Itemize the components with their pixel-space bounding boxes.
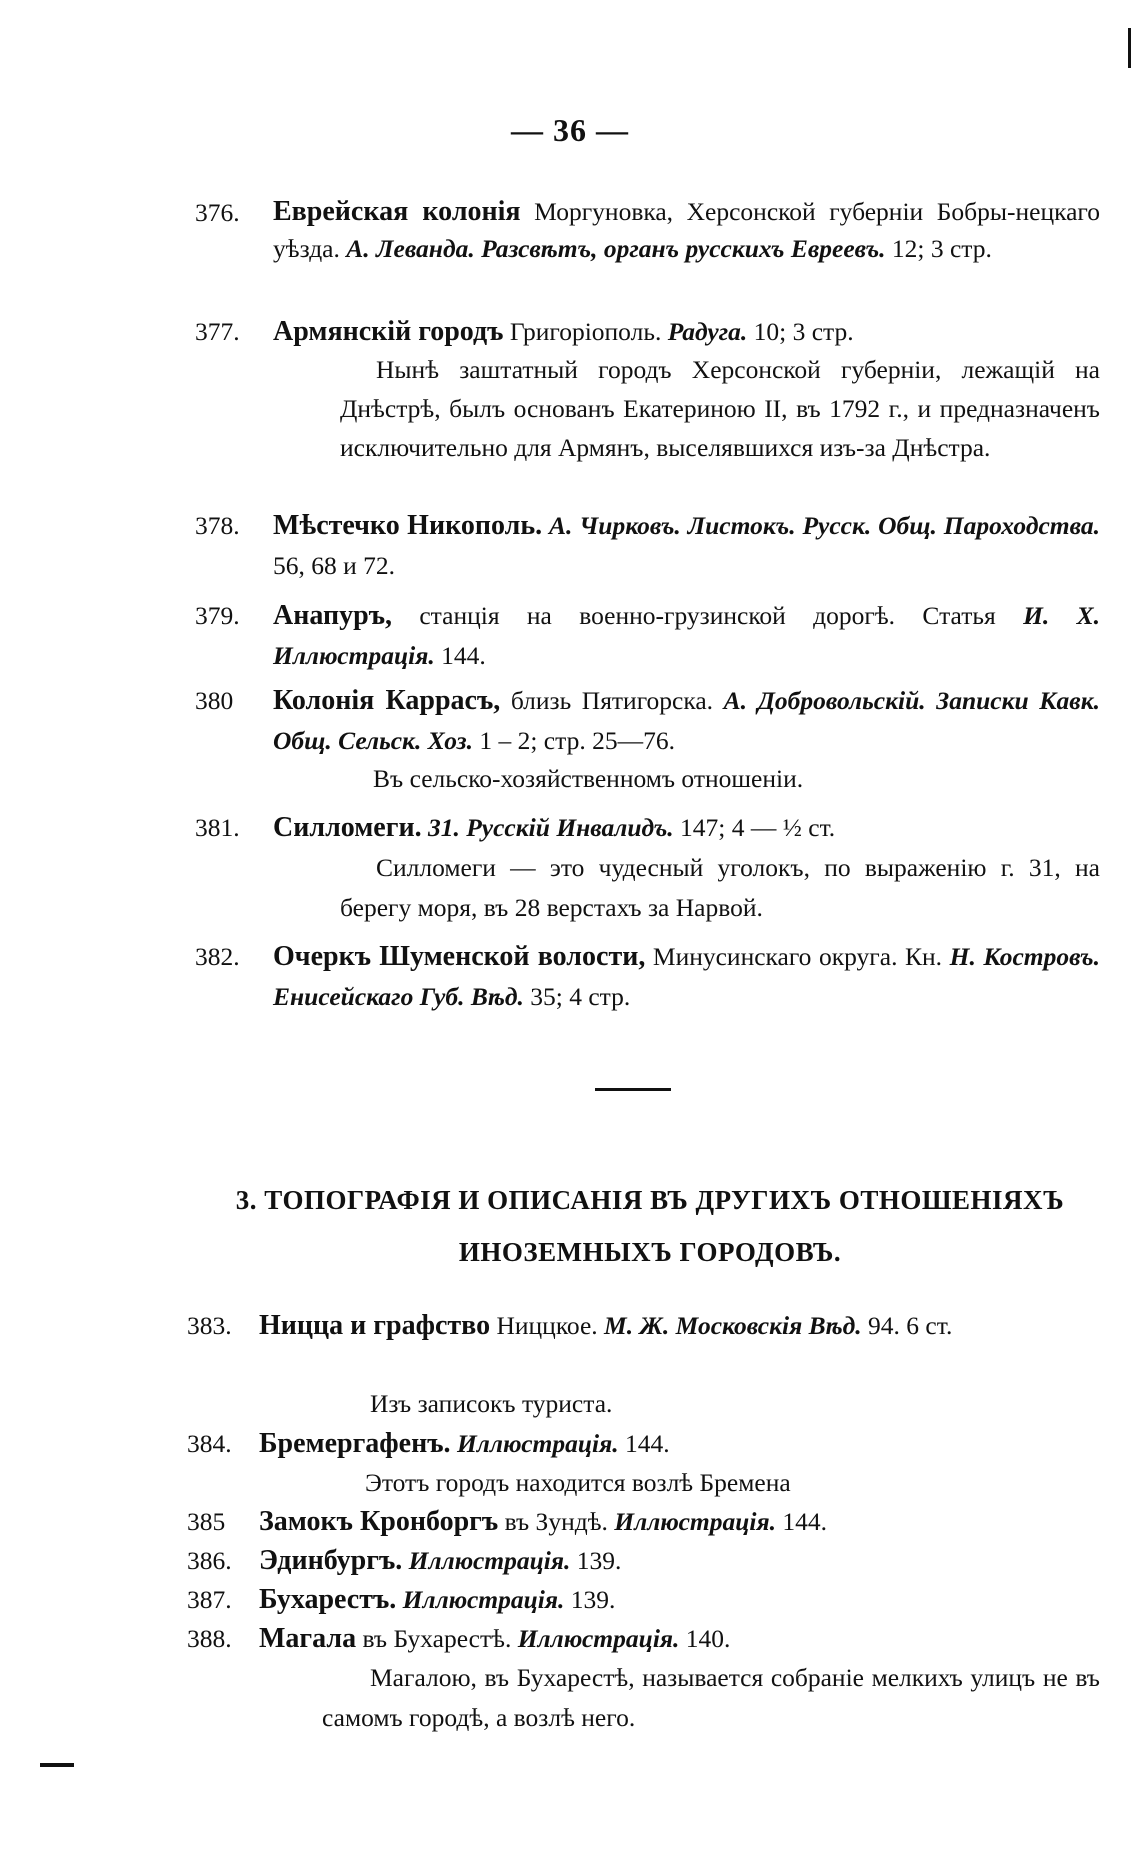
entry-text: Минусинскаго округа. Кн. [645, 942, 950, 971]
entry-number: 379. [195, 601, 240, 630]
entry-author: Н. Костровъ. [949, 942, 1100, 971]
entry-title: Магала [259, 1623, 357, 1654]
entry-reference: 94. 6 ст. [861, 1311, 953, 1340]
entry-text: станція на военно-грузинской дорогѣ. Статья [392, 601, 1024, 630]
entry-title: Бремергафенъ. [259, 1428, 451, 1459]
scan-margin-dash [40, 1763, 74, 1767]
entry-author: А. Леванда. [346, 234, 475, 263]
entry-publication: Иллюстрація. [517, 1624, 680, 1653]
entry-reference: 1 – 2; стр. 25—76. [472, 726, 675, 755]
entry-publication: Московскія Вѣд. [669, 1311, 862, 1340]
entry-number: 377. [195, 317, 240, 346]
entry-380-note: Въ сельско-хозяйственномъ отношеніи. [373, 764, 804, 793]
entry-reference: 139. [564, 1585, 616, 1614]
entry-number: 383. [187, 1311, 232, 1340]
entry-publication: Листокъ. Русск. Общ. Пароходства. [680, 511, 1100, 540]
entry-publication: Русскій Инвалидъ. [459, 813, 674, 842]
entry-title: Замокъ Кронборгъ [259, 1506, 499, 1537]
entry-publication: Иллюстрація. [402, 1546, 571, 1575]
entry-reference: 144. [618, 1429, 670, 1458]
entry-text: Григоріополь. [503, 317, 668, 346]
entry-publication: Иллюстрація. [273, 641, 435, 670]
entry-number: 388. [187, 1624, 232, 1653]
entry-377 [195, 312, 1100, 352]
entry-number: 376. [195, 198, 240, 227]
entry-number: 382. [195, 942, 240, 971]
entry-publication: Енисейскаго Губ. Вѣд. [273, 982, 524, 1011]
entry-text: Ниццкое. [490, 1311, 605, 1340]
entry-381-note: Силломеги — это чудесный уголокъ, по выраженію г. 31, на берегу моря, въ 28 верстахъ за Нарвой. [340, 853, 1100, 922]
entry-reference: 56, 68 и 72. [273, 551, 396, 580]
entry-387 [187, 1580, 1102, 1620]
entry-380 [195, 681, 1100, 761]
entry-title: Мѣстечко Никополь. [273, 510, 543, 541]
entry-text: близь Пятигорска. [500, 686, 724, 715]
entry-383 [187, 1306, 1102, 1346]
entry-386 [187, 1541, 1102, 1581]
entry-376 [195, 193, 1100, 267]
entry-publication: Иллюстрація. [396, 1585, 565, 1614]
entry-reference: 147; 4 — ½ ст. [673, 813, 836, 842]
entry-378 [195, 506, 1100, 586]
entry-reference: 144. [776, 1507, 828, 1536]
section-heading-line1: 3. ТОПОГРАФІЯ И ОПИСАНІЯ ВЪ ДРУГИХЪ ОТНОШЕНІЯХЪ [235, 1185, 1065, 1215]
entry-publication: Радуга. [667, 317, 748, 346]
entry-author: М. Ж. [604, 1311, 670, 1340]
entry-title: Силломеги. [273, 812, 422, 843]
entry-384 [187, 1424, 1102, 1464]
entry-reference: 140. [679, 1624, 731, 1653]
entry-publication: Иллюстрація. [450, 1429, 619, 1458]
entry-text: въ Зундѣ. [498, 1507, 615, 1536]
section-heading [200, 1174, 1100, 1278]
entry-383-note: Изъ записокъ туриста. [370, 1389, 613, 1418]
entry-author: 31. [421, 813, 460, 842]
entry-reference: 139. [570, 1546, 622, 1575]
entry-text: въ Бухарестѣ. [356, 1624, 518, 1653]
entry-title: Эдинбургъ. [259, 1545, 403, 1576]
entry-388-note: Магалою, въ Бухарестѣ, называется собраніе мелкихъ улицъ не въ самомъ городѣ, а возлѣ него. [322, 1663, 1100, 1732]
entry-title: Еврейская колонія [273, 196, 521, 227]
entry-author: А. Добровольскій. [723, 686, 926, 715]
entry-title: Анапуръ, [273, 600, 393, 631]
entry-number: 384. [187, 1429, 232, 1458]
entry-publication: Записки Кавк. Общ. Сельск. Хоз. [273, 686, 1100, 755]
entry-number: 380 [195, 686, 234, 715]
entry-382 [195, 937, 1100, 1017]
entry-number: 385 [187, 1507, 226, 1536]
entry-number: 386. [187, 1546, 232, 1575]
section-heading-line2: ИНОЗЕМНЫХЪ ГОРОДОВЪ. [458, 1237, 842, 1267]
entry-number: 381. [195, 813, 240, 842]
entry-reference: 35; 4 стр. [523, 982, 631, 1011]
entry-388 [187, 1619, 1102, 1659]
entry-reference: 10; 3 стр. [747, 317, 854, 346]
entry-author: И. Х. [1023, 601, 1101, 630]
entry-title: Бухарестъ. [259, 1584, 397, 1615]
entry-385 [187, 1502, 1102, 1542]
entry-publication: Разсвѣтъ, органъ русскихъ Евреевъ. [474, 234, 886, 263]
section-divider [595, 1088, 671, 1091]
entry-title: Ницца и графство [259, 1310, 491, 1341]
entry-text: Моргуновка, Херсонской губерніи Бобры-нецкаго уѣзда. [273, 197, 1100, 263]
entry-number: 387. [187, 1585, 232, 1614]
entry-384-note: Этотъ городъ находится возлѣ Бремена [365, 1468, 791, 1497]
entry-379 [195, 596, 1100, 676]
entry-381 [195, 808, 1100, 848]
entry-number: 378. [195, 511, 240, 540]
entry-title: Колонія Каррасъ, [273, 685, 501, 716]
entry-reference: 144. [434, 641, 486, 670]
scan-edge-mark [1128, 28, 1131, 68]
page-number: — 36 — [511, 112, 629, 148]
entry-author: А. Чирковъ. [542, 511, 681, 540]
entry-title: Очеркъ Шуменской волости, [273, 941, 646, 972]
entry-title: Армянскій городъ [273, 316, 504, 347]
entry-reference: 12; 3 стр. [885, 234, 992, 263]
entry-377-note: Нынѣ заштатный городъ Херсонской губерніи, лежащій на Днѣстрѣ, былъ основанъ Екатериною II, въ 1792 г., и предназначенъ исключительно для Армянъ, выселявшихся изъ-за Днѣстра. [340, 355, 1100, 462]
entry-publication: Иллюстрація. [614, 1507, 777, 1536]
